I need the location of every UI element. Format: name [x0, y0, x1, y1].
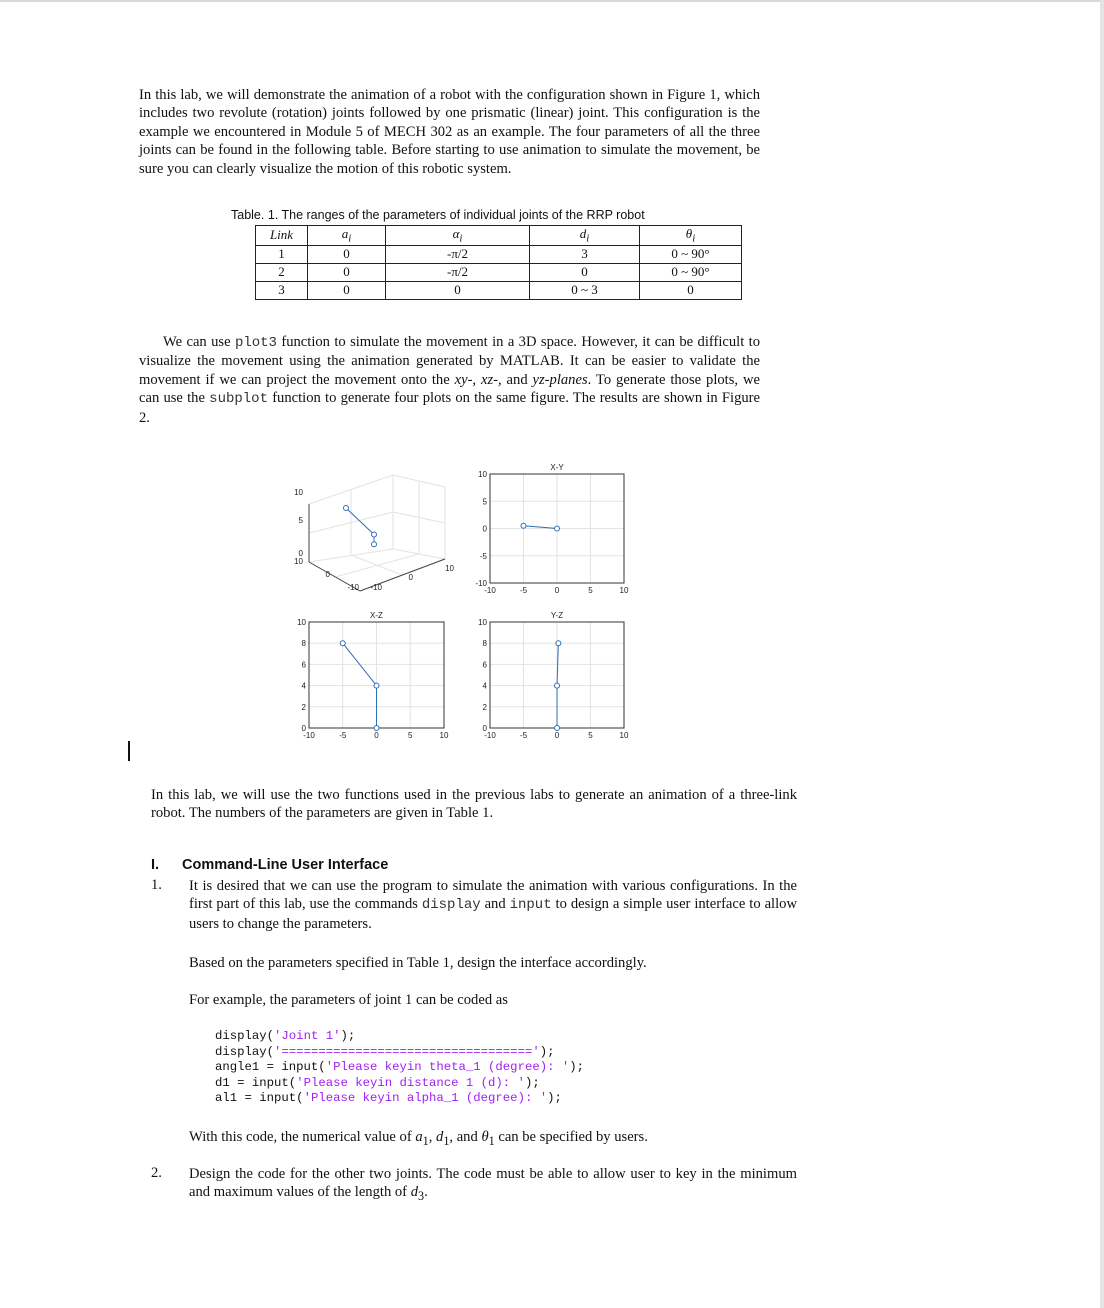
data-point — [556, 641, 561, 646]
code-plot3: plot3 — [234, 335, 277, 351]
data-point — [521, 523, 526, 528]
item-1-text: It is desired that we can use the program to simulate the animation with various configurations. In the first part of this lab, use the commands display and input to design a simple user interface to allow users to change the parameters. — [189, 878, 797, 932]
table-caption: Table. 1. The ranges of the parameters of individual joints of the RRP robot — [231, 208, 645, 222]
table-cell: 0 — [308, 245, 386, 263]
tick-3d-y0: 0 — [408, 573, 413, 582]
data-point — [372, 532, 377, 537]
y-tick-label: 10 — [478, 618, 487, 627]
item-2-text: Design the code for the other two joints. The code must be able to allow user to key in the minimum and maximum values of the length of $d_3$. — [189, 1166, 797, 1204]
tick-3d-ym10: -10 — [370, 583, 382, 592]
x-tick-label: -10 — [484, 731, 496, 740]
data-point — [372, 542, 377, 547]
y-tick-label: 0 — [301, 724, 306, 733]
x-tick-label: 0 — [554, 586, 560, 595]
y-tick-label: -10 — [475, 579, 487, 588]
x-tick-label: -5 — [519, 586, 528, 595]
table-cell: 0 — [308, 263, 386, 281]
section-numeral: I. — [151, 857, 160, 873]
y-tick-label: 5 — [482, 497, 487, 507]
table-cell: -π/2 — [386, 245, 530, 263]
x-tick-label: -5 — [519, 731, 528, 740]
plot-yz-title: Y-Z — [550, 611, 564, 620]
section-title: Command-Line User Interface — [182, 857, 389, 873]
x-tick-label: -5 — [339, 731, 347, 740]
x-tick-label: 5 — [588, 731, 593, 740]
header-a: $a_i$ — [308, 226, 386, 246]
y-tick-label: 4 — [482, 681, 487, 691]
table-cell: 3 — [530, 245, 640, 263]
x-tick-label: 5 — [408, 731, 413, 740]
y-tick-label: -5 — [479, 551, 487, 561]
item-1-para-3: For example, the parameters of joint 1 can be coded as — [189, 992, 508, 1008]
plot-3d-robot — [344, 506, 377, 547]
code-display: display — [421, 897, 481, 914]
plot-xz — [297, 611, 449, 740]
data-point — [555, 526, 560, 531]
data-point — [344, 506, 349, 511]
y-tick-label: 10 — [297, 618, 306, 627]
table-cell: 0 — [640, 281, 742, 299]
tick-3d-y10: 10 — [445, 564, 454, 573]
y-tick-label: 10 — [478, 470, 487, 479]
plot-yz — [478, 611, 629, 740]
plot-paragraph: We can use plot3 function to simulate the movement in a 3D space. However, it can be difficult to visualize the movement using the animation generated by MATLAB. It can be easier to validate the movement if we can project the movement onto the xy-, xz-, and yz-planes. To generate those plots, we can use the subplot function to generate four plots on the same figure. The results are shown in Figure 2. — [139, 334, 761, 426]
item-1-para-2: Based on the parameters specified in Table 1, design the interface accordingly. — [189, 955, 647, 971]
intro-paragraph: In this lab, we will demonstrate the animation of a robot with the configuration shown in Figure 1, which includes two revolute (rotation) joints followed by one prismatic (linear) joint. This configuration is the example we encountered in Module 5 of MECH 302 as an example. The four parameters of all the three joints can be found in the following table. Before starting to use animation to simulate the movement, be sure you can clearly visualize the motion of this robotic system. — [139, 87, 760, 177]
y-tick-label: 0 — [482, 524, 487, 534]
code-input: input — [509, 897, 552, 914]
y-tick-label: 4 — [301, 681, 306, 691]
table-cell: 1 — [256, 245, 308, 263]
table-cell: 2 — [256, 263, 308, 281]
table-cell: 0 — [386, 281, 530, 299]
table-cell: 0 — [308, 281, 386, 299]
data-point — [555, 683, 560, 688]
data-point — [555, 726, 560, 731]
tick-3d-z5: 5 — [298, 516, 303, 525]
lab-paragraph: In this lab, we will use the two functions used in the previous labs to generate an animation of a three-link robot. The numbers of the parameters are given in Table 1. — [151, 787, 797, 822]
item-number-1: 1. — [151, 877, 162, 893]
data-point — [374, 683, 379, 688]
y-tick-label: 6 — [482, 660, 487, 670]
code-line-1: display('Joint 1'); — [215, 1029, 356, 1043]
text-cursor — [128, 741, 130, 761]
y-tick-label: 2 — [482, 702, 487, 712]
plot-3d — [294, 475, 454, 592]
y-tick-label: 8 — [482, 639, 487, 649]
table-cell: 0 ~ 3 — [530, 281, 640, 299]
x-tick-label: 5 — [588, 586, 593, 595]
header-alpha: $\alpha_i$ — [386, 226, 530, 246]
series-line — [346, 508, 374, 544]
plot-xy-title: X-Y — [550, 463, 564, 472]
after-code-paragraph: With this code, the numerical value of $a_1$, $d_1$, and $\theta_1$ can be specified by users. — [189, 1129, 648, 1148]
table-cell: 0 ~ 90° — [640, 245, 742, 263]
x-tick-label: 10 — [439, 731, 449, 740]
y-tick-label: 8 — [301, 639, 306, 649]
y-tick-label: 6 — [301, 660, 306, 670]
tick-3d-z10: 10 — [294, 488, 303, 497]
table-cell: 0 — [530, 263, 640, 281]
table-cell: -π/2 — [386, 263, 530, 281]
x-tick-label: 10 — [619, 586, 629, 595]
plot-xz-title: X-Z — [370, 611, 383, 620]
code-line-4: d1 = input('Please keyin distance 1 (d): '); — [215, 1075, 540, 1090]
code-line-5: al1 = input('Please keyin alpha_1 (degree): '); — [215, 1091, 562, 1105]
tick-3d-xm10: -10 — [347, 583, 359, 592]
x-tick-label: 0 — [554, 731, 560, 740]
tick-3d-z0: 0 — [298, 549, 303, 558]
data-point — [340, 641, 345, 646]
code-line-2: display('=================================='); — [215, 1044, 555, 1059]
tick-3d-x10: 10 — [294, 557, 303, 566]
x-tick-label: -10 — [303, 731, 315, 740]
header-link: Link — [256, 226, 308, 246]
code-line-3: angle1 = input('Please keyin theta_1 (degree): '); — [215, 1060, 584, 1074]
tick-3d-x0: 0 — [325, 570, 330, 579]
code-block — [215, 1029, 584, 1107]
x-tick-label: -10 — [484, 586, 496, 595]
data-point — [374, 726, 379, 731]
y-tick-label: 0 — [482, 724, 487, 733]
table-cell: 0 ~ 90° — [640, 263, 742, 281]
x-tick-label: 10 — [619, 731, 629, 740]
x-tick-label: 0 — [374, 731, 379, 740]
code-subplot: subplot — [209, 391, 268, 408]
table-cell: 3 — [256, 281, 308, 299]
header-d: $d_i$ — [530, 226, 640, 246]
plot-xy — [475, 463, 629, 595]
item-number-2: 2. — [151, 1165, 162, 1181]
y-tick-label: 2 — [301, 702, 306, 712]
header-theta: $\theta_i$ — [640, 226, 742, 246]
